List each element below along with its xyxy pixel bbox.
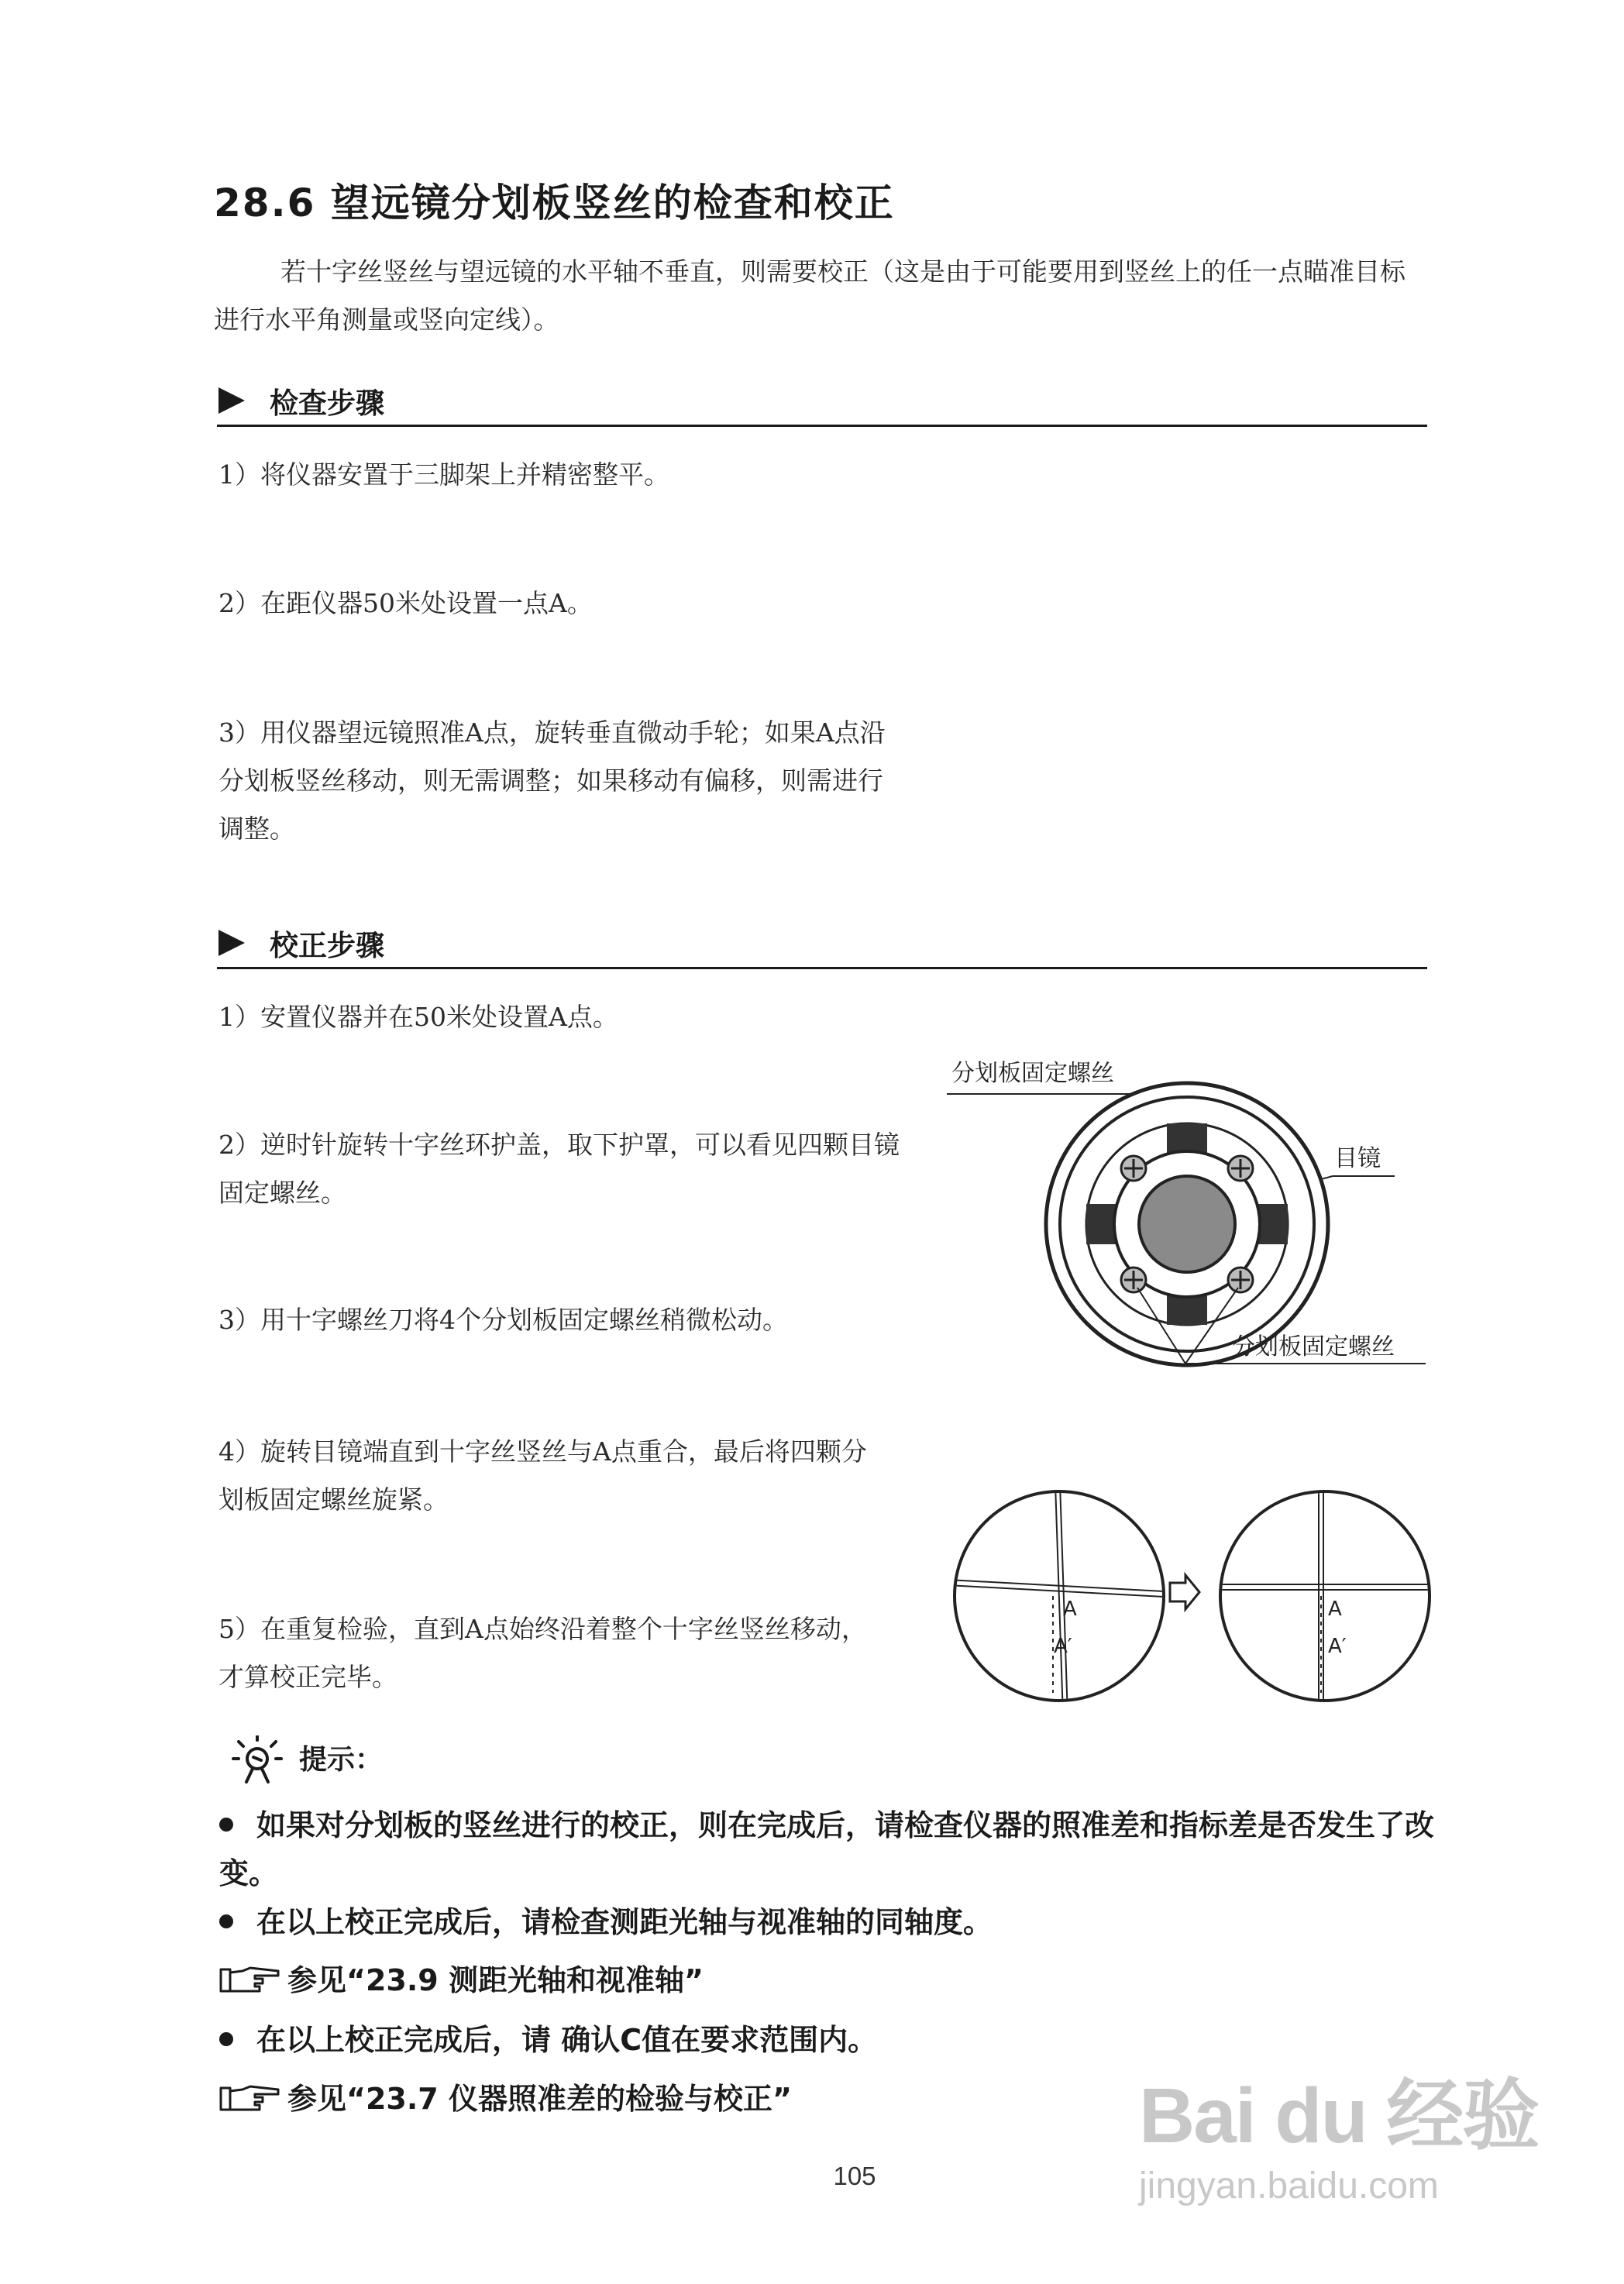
inspection-step-1: 1）将仪器安置于三脚架上并精密整平。 — [218, 459, 669, 490]
inspection-heading — [218, 380, 384, 421]
point-a-prime-label: A′ — [1328, 1635, 1347, 1658]
tip-item-2 — [219, 1898, 1443, 1946]
calibration-step-4: 4）旋转目镜端直到十字丝竖丝与A点重合，最后将四颗分划板固定螺丝旋紧。 — [218, 1436, 867, 1515]
point-a-prime-label: A′ — [1054, 1635, 1072, 1658]
pointing-hand-icon — [219, 2083, 283, 2113]
intro-paragraph: 若十字丝竖丝与望远镜的水平轴不垂直，则需要校正（这是由于可能要用到竖丝上的任一点瞄准目标进行水平角测量或竖向定线）。 — [214, 256, 1406, 335]
inspection-step-2: 2）在距仪器50米处设置一点A。 — [218, 588, 593, 618]
calibration-heading-label: 校正步骤 — [270, 929, 384, 962]
lightbulb-icon — [231, 1735, 285, 1785]
label-top-screws: 分划板固定螺丝 — [951, 1060, 1114, 1087]
section-title: 28.6 望远镜分划板竖丝的检查和校正 — [214, 181, 895, 225]
tip-item-1-text: 如果对分划板的竖丝进行的校正，则在完成后，请检查仪器的照准差和指标差是否发生了改变。 — [219, 1808, 1435, 1890]
tip-item-3-text: 在以上校正完成后，请 确认C值在要求范围内。 — [256, 2023, 878, 2057]
label-eyepiece: 目镜 — [1334, 1145, 1381, 1172]
inspection-rule — [217, 425, 1427, 427]
right-arrow-icon — [1170, 1575, 1199, 1609]
point-a-label: A — [1328, 1598, 1342, 1621]
reticle-before — [947, 1484, 1179, 1716]
calibration-step-3: 3）用十字螺丝刀将4个分划板固定螺丝稍微松动。 — [218, 1305, 788, 1335]
tip-item-1 — [219, 1801, 1443, 1897]
triangle-bullet-icon — [218, 387, 245, 414]
watermark-url: jingyan.baidu.com — [1139, 2165, 1439, 2207]
inspection-step-3: 3）用仪器望远镜照准A点，旋转垂直微动手轮；如果A点沿分划板竖丝移动，则无需调整；如果移动有偏移，则需进行调整。 — [218, 717, 886, 844]
calibration-step-5: 5）在重复检验，直到A点始终沿着整个十字丝竖丝移动，才算校正完毕。 — [218, 1614, 867, 1692]
bullet-dot-icon — [219, 1914, 233, 1928]
tip-item-2-text: 在以上校正完成后，请检查测距光轴与视准轴的同轴度。 — [256, 1905, 993, 1939]
reticle-adjustment-diagram — [947, 1484, 1443, 1716]
calibration-step-1: 1）安置仪器并在50米处设置A点。 — [218, 1002, 618, 1032]
label-bottom-screws: 分划板固定螺丝 — [1232, 1333, 1395, 1360]
reference-1 — [219, 1956, 704, 2004]
page-number: 105 — [833, 2162, 876, 2190]
calibration-heading — [218, 922, 384, 964]
reference-2-text: 参见“23.7 仪器照准差的检验与校正” — [287, 2082, 792, 2116]
triangle-bullet-icon — [218, 930, 245, 956]
reference-1-text: 参见“23.9 测距光轴和视准轴” — [287, 1963, 704, 1997]
eyepiece-screw-diagram — [938, 1046, 1441, 1387]
tips-heading-label: 提示： — [299, 1744, 384, 1776]
watermark-brand: Bai du 经验 — [1139, 2072, 1539, 2159]
pointing-hand-icon — [219, 1965, 283, 1994]
calibration-step-2: 2）逆时针旋转十字丝环护盖，取下护罩，可以看见四颗目镜固定螺丝。 — [218, 1130, 900, 1208]
tips-heading — [231, 1735, 383, 1785]
baidu-jingyan-watermark — [1139, 2053, 1538, 2207]
inspection-heading-label: 检查步骤 — [270, 387, 384, 420]
reference-2 — [219, 2075, 792, 2123]
bullet-dot-icon — [219, 2032, 233, 2046]
bullet-dot-icon — [219, 1818, 233, 1832]
reticle-after — [1210, 1484, 1443, 1716]
point-a-label: A — [1063, 1598, 1077, 1621]
calibration-rule — [217, 967, 1427, 969]
